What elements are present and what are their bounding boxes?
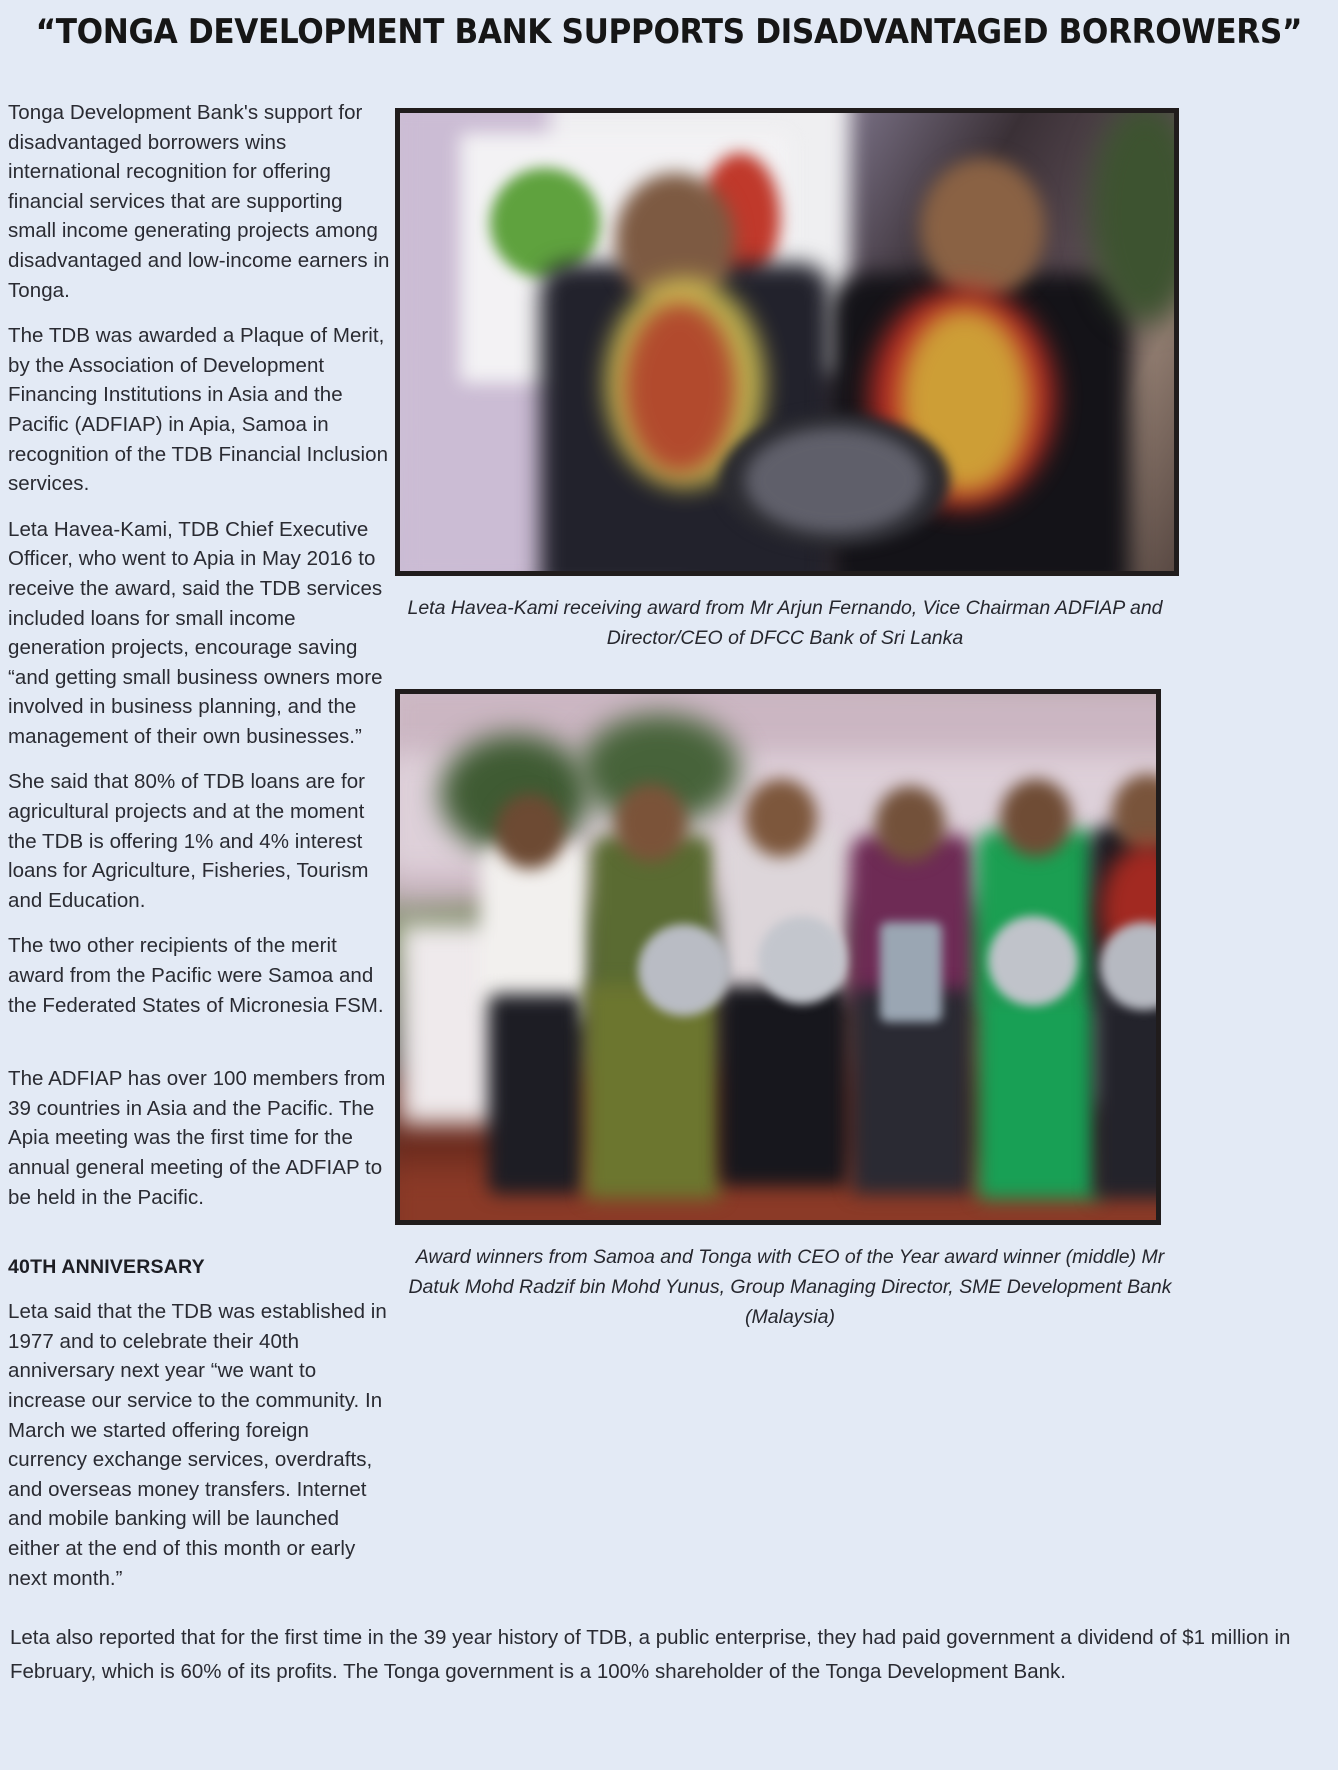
article-right-column (395, 108, 1330, 1332)
photo-caption-award-presentation: Leta Havea-Kami receiving award from Mr Arjun Fernando, Vice Chairman ADFIAP and Director/CEO of DFCC Bank of Sri Lanka (407, 597, 1163, 649)
paragraph-plaque-of-merit: The TDB was awarded a Plaque of Merit, by the Association of Development Financing Institutions in Asia and the Pacific (ADFIAP) in Apia, Samoa in recognition of the TDB Financial Inclusion services. (8, 324, 389, 496)
paragraph-adfiap-membership: The ADFIAP has over 100 members from 39 countries in Asia and the Pacific. The Apia meeting was the first time for the annual general meeting of the ADFIAP to be held in the Pacific. (8, 1067, 386, 1209)
photo-figure-award-presentation (395, 108, 1330, 653)
photo-award-winners-group (395, 689, 1161, 1225)
headline-banner (0, 0, 1338, 62)
paragraph-anniversary: Leta said that the TDB was established in 1977 and to celebrate their 40th anniversary next year “we want to increase our service to the community. In March we started offering foreign currency exchange services, overdrafts, and overseas money transfers. Internet and mobile banking will be launched either at the end of this month or early next month.” (8, 1300, 387, 1590)
article-left-column (8, 98, 393, 1609)
paragraph-intro: Tonga Development Bank's support for disadvantaged borrowers wins international recognition for offering financial services that are supporting small income generating projects among disadvantaged and low-income earners in Tonga. (8, 101, 390, 302)
paragraph-ceo-statement: Leta Havea-Kami, TDB Chief Executive Officer, who went to Apia in May 2016 to receive the award, said the TDB services included loans for small income generation projects, encourage saving “and getting small business owners more involved in business planning, and the management of their own businesses.” (8, 517, 383, 748)
section-heading-40th-anniversary: 40TH ANNIVERSARY (8, 1256, 205, 1279)
photo-award-presentation (395, 108, 1179, 576)
paragraph-other-recipients: The two other recipients of the merit award from the Pacific were Samoa and the Federated States of Micronesia FSM. (8, 934, 384, 1017)
paragraph-dividend-footer: Leta also reported that for the first time in the 39 year history of TDB, a public enterprise, they had paid government a dividend of $1 million in February, which is 60% of its profits. The Tonga government is a 100% shareholder of the Tonga Development Bank. (10, 1625, 1291, 1683)
photo-caption-award-winners: Award winners from Samoa and Tonga with CEO of the Year award winner (middle) Mr Datuk Mohd Radzif bin Mohd Yunus, Group Managing Director, SME Development Bank (Malaysia) (408, 1246, 1172, 1328)
page-title: “TONGA DEVELOPMENT BANK SUPPORTS DISADVANTAGED BORROWERS” (35, 11, 1303, 51)
photo-figure-award-winners (395, 689, 1330, 1332)
paragraph-loan-rates: She said that 80% of TDB loans are for agricultural projects and at the moment the TDB is offering 1% and 4% interest loans for Agriculture, Fisheries, Tourism and Education. (8, 770, 369, 912)
